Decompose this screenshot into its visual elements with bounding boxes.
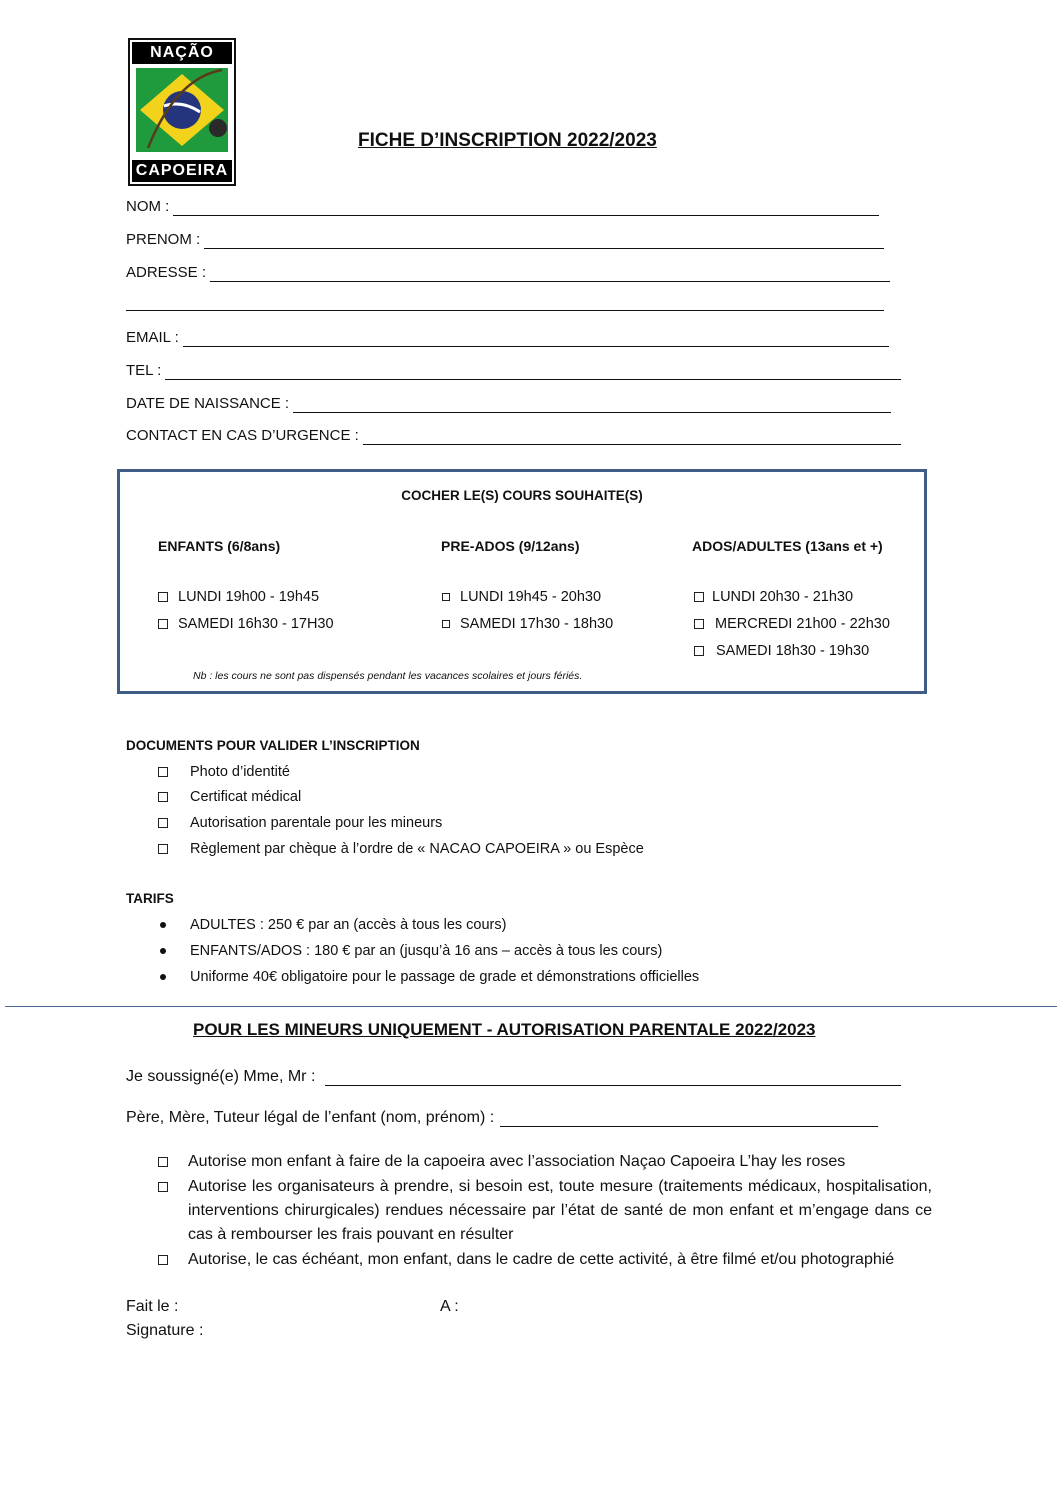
checkbox[interactable]: [442, 593, 450, 601]
checkbox[interactable]: [158, 619, 168, 629]
checkbox[interactable]: [694, 619, 704, 629]
tarif-item: ADULTES : 250 € par an (accès à tous les cours): [158, 917, 506, 933]
document-item[interactable]: Règlement par chèque à l’ordre de « NACAO CAPOEIRA » ou Espèce: [158, 841, 644, 857]
prenom-field[interactable]: [204, 234, 884, 249]
tuteur-row: [126, 1109, 878, 1127]
logo-top-text: NAÇÃO: [132, 42, 232, 64]
checkbox[interactable]: [694, 592, 704, 602]
option-adultes-samedi[interactable]: SAMEDI 18h30 - 19h30: [694, 643, 869, 659]
tarifs-heading: TARIFS: [126, 891, 174, 906]
checkbox[interactable]: [158, 592, 168, 602]
option-enfants-samedi[interactable]: SAMEDI 16h30 - 17H30: [158, 616, 334, 632]
email-label: EMAIL :: [126, 329, 179, 346]
soussigne-row: [126, 1068, 901, 1086]
checkbox[interactable]: [158, 844, 168, 854]
prenom-label: PRENOM :: [126, 231, 201, 248]
nom-field[interactable]: [173, 201, 879, 216]
contact-urgence-row: [126, 427, 901, 445]
checkbox[interactable]: [694, 646, 704, 656]
nacao-capoeira-logo: [128, 38, 236, 186]
option-adultes-lundi[interactable]: LUNDI 20h30 - 21h30: [694, 589, 853, 605]
option-adultes-mercredi[interactable]: MERCREDI 21h00 - 22h30: [694, 616, 890, 632]
checkbox[interactable]: [158, 818, 168, 828]
checkbox[interactable]: [158, 1157, 168, 1167]
ados-adultes-heading: ADOS/ADULTES (13ans et +): [692, 538, 883, 554]
date-naissance-label: DATE DE NAISSANCE :: [126, 395, 290, 412]
adresse-field[interactable]: [210, 267, 890, 282]
option-enfants-lundi[interactable]: LUNDI 19h00 - 19h45: [158, 589, 319, 605]
document-item[interactable]: Certificat médical: [158, 789, 301, 805]
nom-row: [126, 198, 879, 216]
prenom-row: [126, 231, 884, 249]
section-divider: [5, 1006, 1057, 1007]
pre-ados-heading: PRE-ADOS (9/12ans): [441, 538, 580, 554]
checkbox[interactable]: [158, 1182, 168, 1192]
checkbox[interactable]: [158, 767, 168, 777]
contact-urgence-field[interactable]: [363, 430, 901, 445]
enfants-heading: ENFANTS (6/8ans): [158, 538, 281, 554]
course-box-title: COCHER LE(S) COURS SOUHAITE(S): [401, 488, 643, 503]
checkbox[interactable]: [158, 1255, 168, 1265]
tarif-item: Uniforme 40€ obligatoire pour le passage de grade et démonstrations officielles: [158, 969, 699, 985]
page-title: FICHE D’INSCRIPTION 2022/2023: [358, 130, 657, 151]
adresse-label: ADRESSE :: [126, 264, 207, 281]
logo-bottom-text: CAPOEIRA: [132, 160, 232, 182]
fait-le-label: Fait le :: [126, 1298, 179, 1315]
a-label: A :: [440, 1298, 459, 1315]
course-selection-box: [117, 469, 927, 694]
tarif-item: ENFANTS/ADOS : 180 € par an (jusqu’à 16 ans – accès à tous les cours): [158, 943, 662, 959]
date-naissance-field[interactable]: [293, 398, 891, 413]
authorization-item[interactable]: Autorise mon enfant à faire de la capoeira avec l’association Naçao Capoeira L’hay les roses: [158, 1150, 932, 1174]
email-row: [126, 329, 889, 347]
checkbox[interactable]: [158, 792, 168, 802]
brazil-flag-icon: [136, 68, 228, 152]
date-naissance-row: [126, 395, 891, 413]
contact-urgence-label: CONTACT EN CAS D’URGENCE :: [126, 427, 359, 444]
authorization-item[interactable]: Autorise, le cas échéant, mon enfant, dans le cadre de cette activité, à être filmé et/ou photographié: [158, 1248, 932, 1272]
adresse-field-2[interactable]: [126, 296, 884, 311]
document-item[interactable]: Autorisation parentale pour les mineurs: [158, 815, 442, 831]
bullet-icon: [160, 922, 166, 928]
soussigne-field[interactable]: [325, 1071, 901, 1086]
tel-row: [126, 362, 901, 380]
documents-heading: DOCUMENTS POUR VALIDER L’INSCRIPTION: [126, 738, 420, 753]
course-note: Nb : les cours ne sont pas dispensés pendant les vacances scolaires et jours fériés.: [193, 670, 583, 682]
option-pre-ados-lundi[interactable]: LUNDI 19h45 - 20h30: [442, 589, 601, 605]
tuteur-label: Père, Mère, Tuteur légal de l’enfant (nom, prénom) :: [126, 1109, 495, 1126]
soussigne-label: Je soussigné(e) Mme, Mr :: [126, 1068, 316, 1085]
document-item[interactable]: Photo d’identité: [158, 764, 290, 780]
email-field[interactable]: [183, 332, 889, 347]
adresse-row-2: [126, 296, 884, 311]
adresse-row: [126, 264, 890, 282]
bullet-icon: [160, 948, 166, 954]
nom-label: NOM :: [126, 198, 170, 215]
tuteur-field[interactable]: [500, 1112, 878, 1127]
authorization-item[interactable]: Autorise les organisateurs à prendre, si besoin est, toute mesure (traitements médicaux, hospitalisation, interventions chirurgicales) rendues nécessaire par l’état de santé de mon enfant et m’engage dans ce cas à rembourser les frais pouvant en résulter: [158, 1175, 932, 1247]
signature-label: Signature :: [126, 1322, 204, 1339]
option-pre-ados-samedi[interactable]: SAMEDI 17h30 - 18h30: [442, 616, 613, 632]
parental-title: POUR LES MINEURS UNIQUEMENT - AUTORISATION PARENTALE 2022/2023: [193, 1020, 816, 1039]
checkbox[interactable]: [442, 620, 450, 628]
bullet-icon: [160, 974, 166, 980]
tel-label: TEL :: [126, 362, 162, 379]
tel-field[interactable]: [165, 365, 901, 380]
